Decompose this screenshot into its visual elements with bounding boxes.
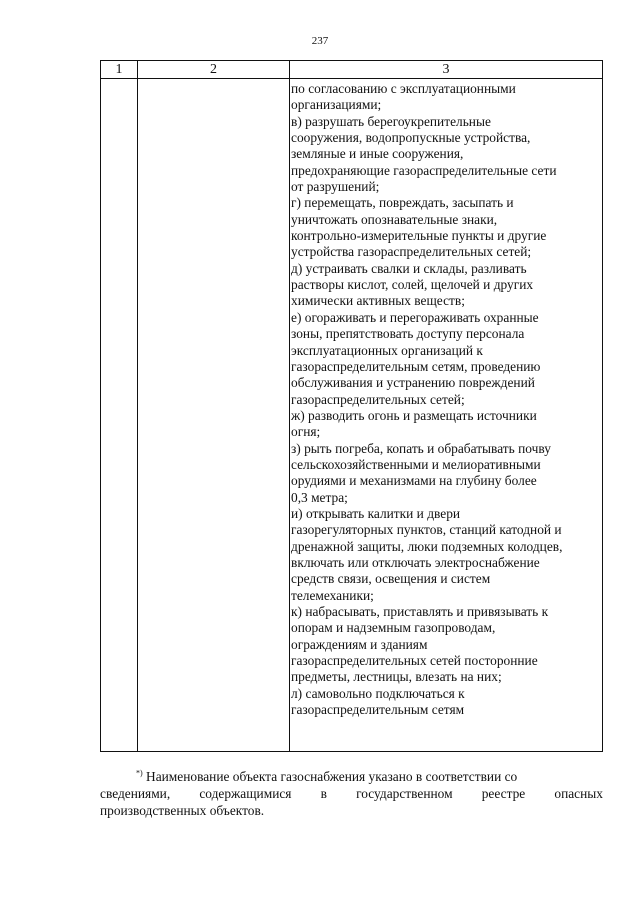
footnote-word: сведениями, xyxy=(100,786,171,801)
table-text-line: химически активных веществ; xyxy=(291,293,465,309)
column-divider-2 xyxy=(289,61,290,751)
table-text-line: земляные и иные сооружения, xyxy=(291,146,464,162)
table-text-line: газораспределительным сетям xyxy=(291,702,465,718)
table-text-line: опорам и надземным газопроводам, xyxy=(291,620,496,636)
table-text-line: е) огораживать и перегораживать охранные xyxy=(291,309,539,325)
table-text-line: включать или отключать электроснабжение xyxy=(291,554,540,570)
table-text-line: сельскохозяйственными и мелиоративными xyxy=(291,456,541,472)
document-table xyxy=(100,60,603,752)
table-text-line: ж) разводить огонь и размещать источники xyxy=(291,407,537,423)
table-text-line: д) устраивать свалки и склады, разливать xyxy=(291,260,527,276)
table-text-line: уничтожать опознавательные знаки, xyxy=(291,211,498,227)
table-text-line: обслуживания и устранению повреждений xyxy=(291,375,535,391)
table-text-line: 0,3 метра; xyxy=(291,489,348,505)
table-text-line: в) разрушать берегоукрепительные xyxy=(291,113,491,129)
table-text-line: л) самовольно подключаться к xyxy=(291,685,465,701)
column-divider-1 xyxy=(137,61,138,751)
table-text-line: и) открывать калитки и двери xyxy=(291,505,461,521)
table-text-line: к) набрасывать, приставлять и привязывать к xyxy=(291,604,549,619)
table-text-line: ограждениям и зданиям xyxy=(291,636,428,652)
table-text-line: орудиями и механизмами на глубину более xyxy=(291,473,537,489)
table-text-line: сооружения, водопропускные устройства, xyxy=(291,130,531,146)
table-text-line: газораспределительных сетей посторонние xyxy=(291,653,538,669)
footnote-word: в xyxy=(320,786,327,801)
footnote-word: государственном xyxy=(356,786,453,801)
table-text-line: средств связи, освещения и систем xyxy=(291,571,491,587)
footnote-marker: *) xyxy=(136,768,143,778)
table-text-line: газораспределительных сетей; xyxy=(291,391,465,407)
footnote-word: опасных xyxy=(554,786,603,801)
column-3-content xyxy=(291,81,603,718)
table-text-line: контрольно-измерительные пункты и другие xyxy=(291,228,547,244)
table-text-line: г) перемещать, повреждать, засыпать и xyxy=(291,195,514,211)
footnote xyxy=(100,768,603,819)
table-text-line: з) рыть погреба, копать и обрабатывать почву xyxy=(291,440,551,456)
table-text-line: предохраняющие газораспределительные сети xyxy=(291,162,557,178)
table-text-line: устройства газораспределительных сетей; xyxy=(291,244,532,260)
footnote-line-3: производственных объектов. xyxy=(100,803,265,818)
table-text-line: эксплуатационных организаций к xyxy=(291,342,483,358)
table-text-line: огня; xyxy=(291,424,321,440)
footnote-word: реестре xyxy=(481,786,526,801)
table-text-line: от разрушений; xyxy=(291,179,380,195)
table-text-line: по согласованию с эксплуатационными xyxy=(291,81,516,96)
header-col-1: 1 xyxy=(115,62,123,77)
page-number: 237 xyxy=(311,35,329,47)
table-text-line: газорегуляторных пунктов, станций катодной и xyxy=(291,522,562,538)
header-col-2: 2 xyxy=(210,62,217,77)
table-header-row xyxy=(101,61,602,79)
table-text-line: телемеханики; xyxy=(291,587,374,603)
footnote-text-1: Наименование объекта газоснабжения указано в соответствии со xyxy=(146,769,518,784)
table-text-line: организациями; xyxy=(291,97,382,113)
table-text-line: зоны, препятствовать доступу персонала xyxy=(291,326,525,342)
table-text-line: газораспределительным сетям, проведению xyxy=(291,358,541,374)
footnote-line-2 xyxy=(100,785,603,802)
table-text-line: предметы, лестницы, влезать на них; xyxy=(291,669,502,685)
table-text-line: растворы кислот, солей, щелочей и других xyxy=(291,277,534,293)
footnote-word: содержащимися xyxy=(199,786,292,801)
header-col-3: 3 xyxy=(442,62,450,77)
table-text-line: дренажной защиты, люки подземных колодцев, xyxy=(291,538,563,554)
footnote-line-1 xyxy=(100,768,603,785)
